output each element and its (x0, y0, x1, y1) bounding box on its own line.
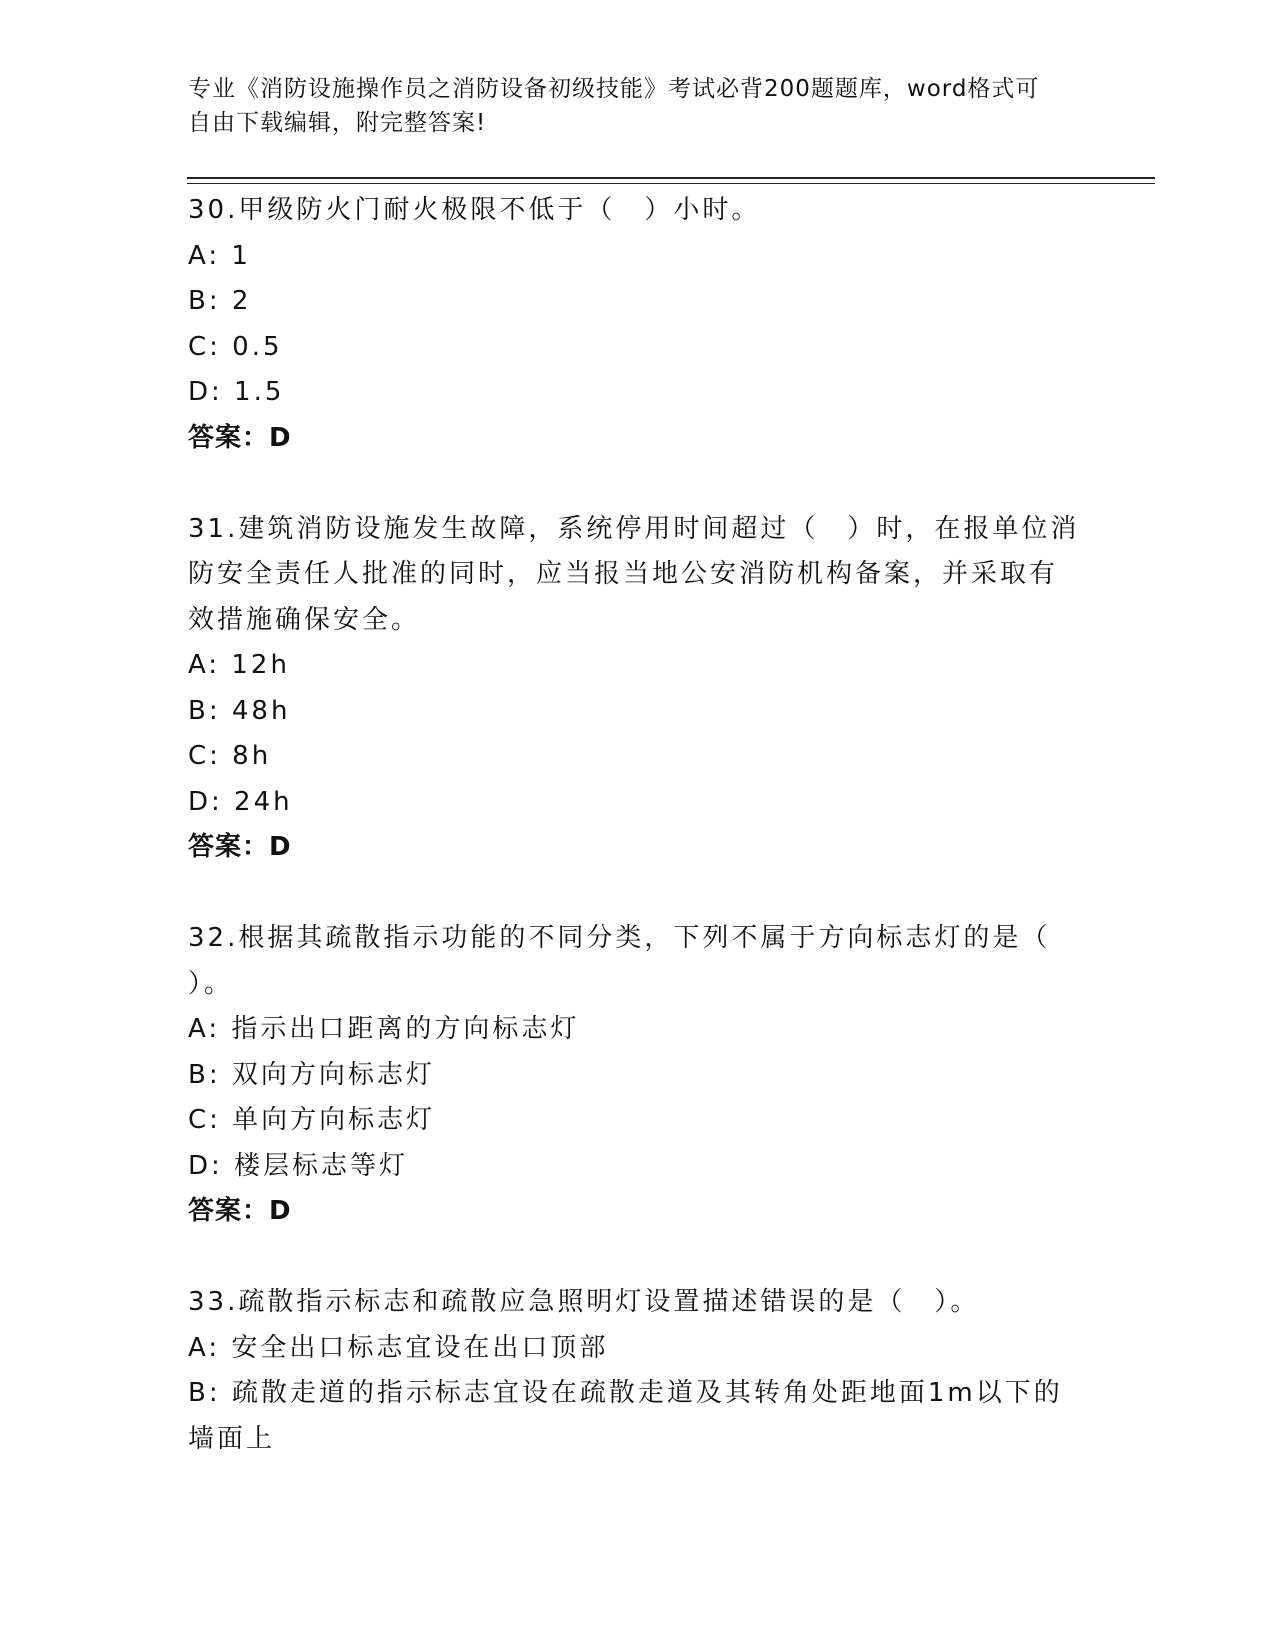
question-list (188, 188, 1088, 1462)
option-b: B: 疏散走道的指示标志宜设在疏散走道及其转角处距地面1m以下的 (188, 1378, 1063, 1408)
option-a: A: 1 (188, 240, 251, 271)
question-block (188, 916, 1088, 1235)
spacer (188, 461, 1088, 507)
question-stem-continued: ）。 (188, 968, 234, 999)
option-c: C: 0.5 (188, 331, 283, 362)
option-d: D: 1.5 (188, 377, 285, 407)
question-block (188, 188, 1088, 461)
question-block (188, 1280, 1088, 1462)
document-header (188, 72, 1068, 140)
option-d: D: 楼层标志等灯 (188, 1150, 409, 1181)
question-stem: 33.疏散指示标志和疏散应急照明灯设置描述错误的是（ ）。 (188, 1287, 980, 1317)
question-block (188, 507, 1088, 871)
spacer (188, 871, 1088, 917)
answer-line: 答案：D (188, 832, 292, 862)
option-d: D: 24h (188, 786, 293, 817)
option-b: B: 2 (188, 286, 252, 316)
answer-line: 答案：D (188, 422, 292, 453)
header-line-1: 专业《消防设施操作员之消防设备初级技能》考试必背200题题库，word格式可 (188, 76, 1040, 102)
question-stem: 32.根据其疏散指示功能的不同分类，下列不属于方向标志灯的是（ (188, 923, 1051, 953)
option-c: C: 单向方向标志灯 (188, 1105, 436, 1135)
option-b: B: 双向方向标志灯 (188, 1059, 435, 1090)
option-b-continued: 墙面上 (188, 1423, 276, 1454)
option-a: A: 12h (188, 650, 290, 680)
question-stem-continued: 防安全责任人批准的同时，应当报当地公安消防机构备案，并采取有 (188, 559, 1059, 589)
header-line-2: 自由下载编辑，附完整答案! (188, 110, 487, 136)
header-divider-thin (187, 183, 1155, 184)
option-a: A: 指示出口距离的方向标志灯 (188, 1014, 580, 1044)
option-b: B: 48h (188, 695, 291, 726)
option-a: A: 安全出口标志宜设在出口顶部 (188, 1332, 609, 1363)
answer-line: 答案：D (188, 1196, 292, 1226)
spacer (188, 1235, 1088, 1281)
question-stem: 30.甲级防火门耐火极限不低于（ ）小时。 (188, 195, 761, 225)
option-c: C: 8h (188, 741, 272, 771)
question-stem-continued: 效措施确保安全。 (188, 604, 421, 635)
question-stem: 31.建筑消防设施发生故障，系统停用时间超过（ ）时，在报单位消 (188, 513, 1080, 544)
header-divider-thick (187, 177, 1155, 179)
